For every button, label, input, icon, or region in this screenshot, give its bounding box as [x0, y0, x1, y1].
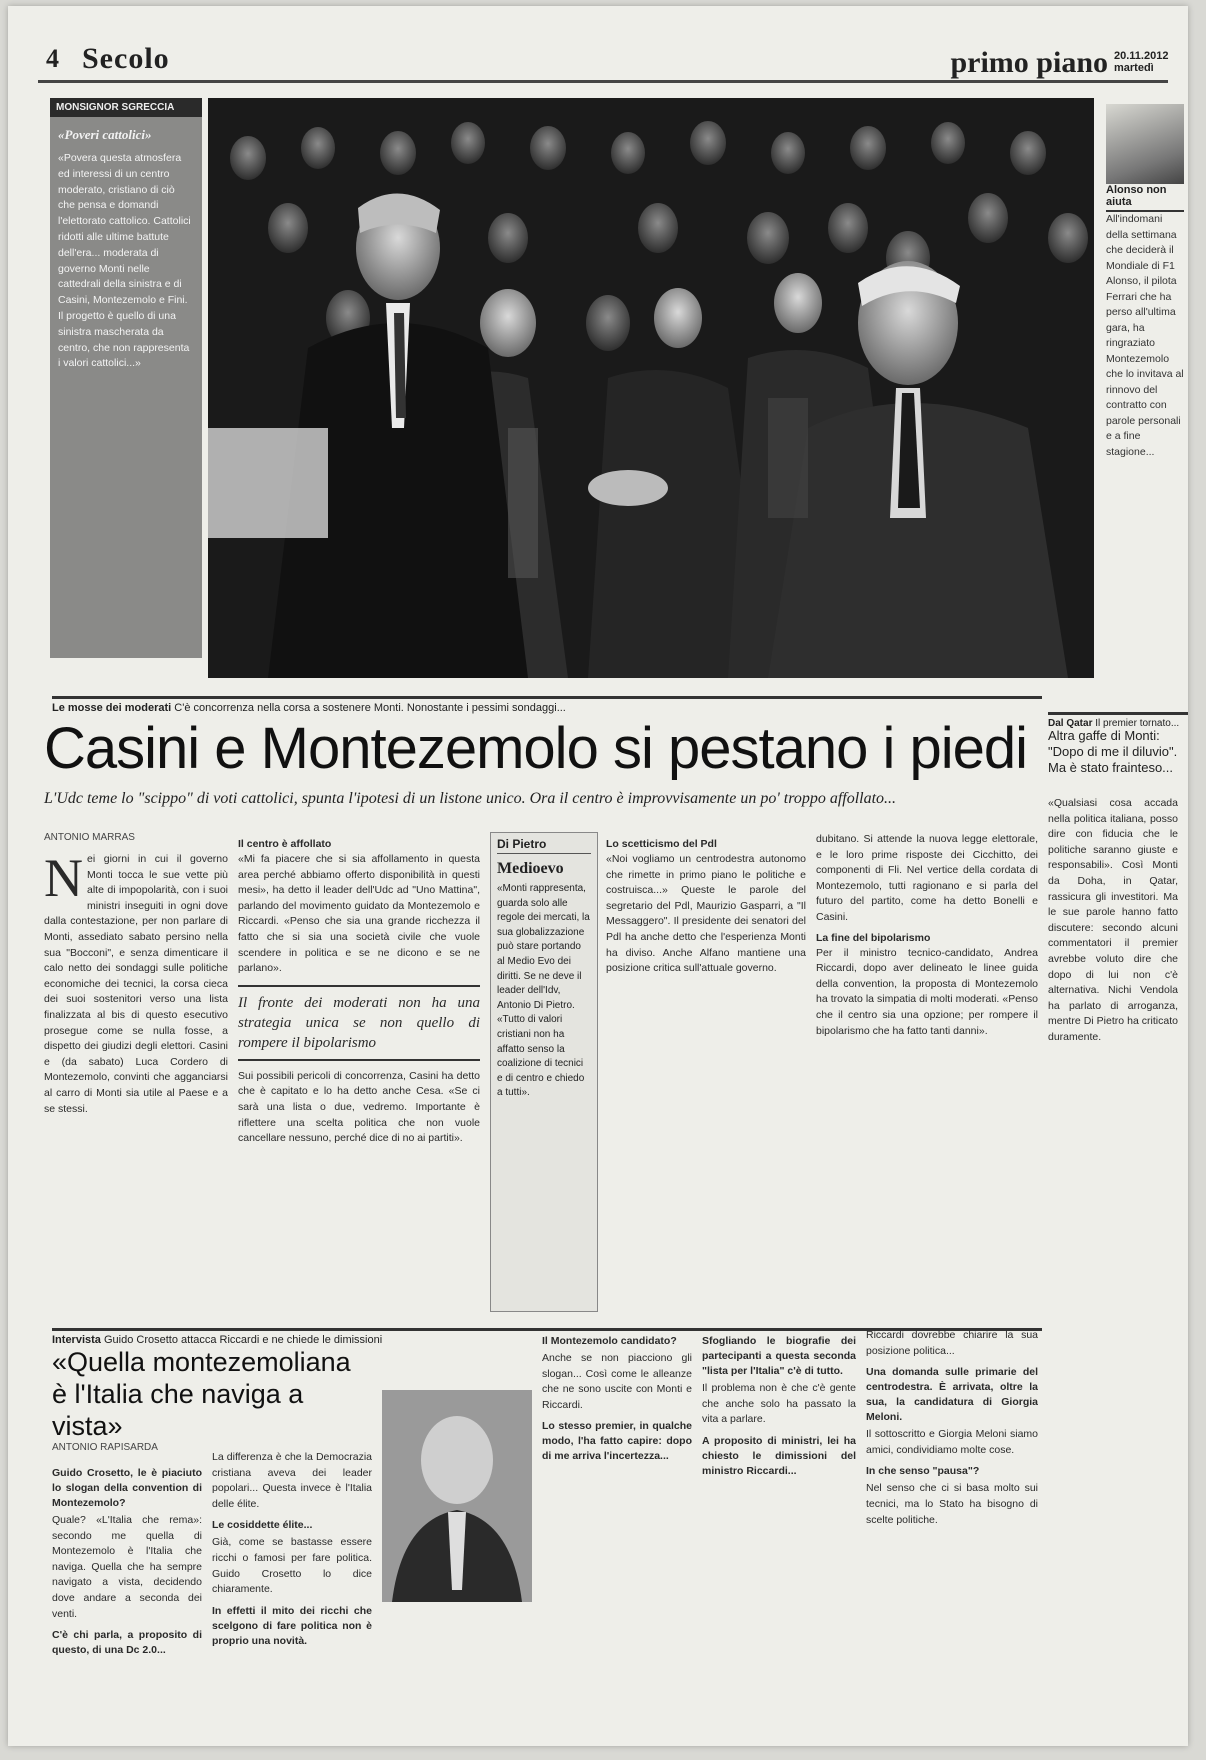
- article-byline: ANTONIO MARRAS: [44, 832, 135, 843]
- sidebar-body: «Povera questa atmosfera ed interessi di un centro moderato, cristiano di ciò che pensa e domandi l'elettorato cattolico. Cattolici ridotti alle ultime battute dell'era... moderata di governo Monti nelle cattedrali della sinistra e di Casini, Montezemolo e Fini. Il progetto è quello di una sinistra mascherata da centro, che non rappresenta i valori cattolici...»: [58, 152, 191, 370]
- interview-kicker-label: Intervista: [52, 1334, 101, 1346]
- interview-question-1: Guido Crosetto, le è piaciuto lo slogan della convention di Montezemolo?: [52, 1467, 202, 1509]
- sidebar-kicker: MONSIGNOR SGRECCIA: [50, 98, 202, 117]
- interview-question-4: In effetti il mito dei ricchi che scelgono di fare politica non è proprio una novità.: [212, 1604, 372, 1647]
- interview-question-10: In che senso "pausa"?: [866, 1465, 980, 1478]
- drop-cap: N: [44, 852, 83, 908]
- sidebar-title: «Poveri cattolici»: [58, 127, 152, 142]
- interview-portrait-photo: [382, 1390, 532, 1602]
- newspaper-name: Secolo: [82, 42, 170, 75]
- section-title: primo piano: [950, 46, 1108, 79]
- page-number: 4: [46, 44, 59, 73]
- article-column-2b-text: Sui possibili pericoli di concorrenza, Casini ha detto che è capitato e lo ha detto anche Cesa. «Se ci sarà una lista o due, vedremo. Importante è riflettere una scelta politica che non vuole cancellare nessuno, perché dice di no ai partiti».: [238, 1069, 480, 1145]
- sidebar-box: [50, 98, 202, 658]
- interview-column-2b-text: Già, come se bastasse essere ricchi o famosi per fare politica. Guido Crosetto lo dice chiaramente.: [212, 1536, 372, 1596]
- interview-answer-1: Quale? «L'Italia che rema»: secondo me quella di Montezemolo è l'Italia che naviga. Quella che ha sempre navigato a vista, decidendo dove andare a seconda dei venti.: [52, 1514, 202, 1620]
- article-kicker-label: Le mosse dei moderati: [52, 702, 172, 714]
- interview-question-3: Le cosiddette élite...: [212, 1519, 313, 1532]
- interview-column-4-text: Anche se non piacciono gli slogan... Così come le alleanze che ne sono uscite con Monti e Riccardi.: [542, 1352, 692, 1411]
- article-column-2-text: «Mi fa piacere che si sia affollamento in questa area perché abbiamo offerto disponibilità in questi mesi», ha detto il leader dell'Udc ad "Uno Mattina", parlando del movimento guidato da Montezemolo e Riccardi. «Penso che sia una grande ricchezza il fatto che si sia una società civile che vuole scendere in politica e se ne dicono e se ne parlano».: [238, 853, 480, 975]
- article-column-4: [606, 832, 806, 1322]
- brief-title: Altra gaffe di Monti: "Dopo di me il diluvio". Ma è stato frainteso...: [1048, 728, 1178, 775]
- brief-kicker-text: Il premier tornato...: [1095, 718, 1180, 729]
- brief-kicker-label: Dal Qatar: [1048, 718, 1093, 729]
- newspaper-page: [8, 6, 1188, 1746]
- article-column-5: [816, 832, 1038, 1322]
- article-subhead-2: Lo scetticismo del Pdl: [606, 838, 717, 850]
- side-brief-text: All'indomani della settimana che deciderà il Mondiale di F1 Alonso, il pilota Ferrari che ha perso all'ultima gara, ha ringraziato Montezemolo che lo invitava al rinnovo del contratto con parole personali e a fine stagione...: [1106, 213, 1184, 458]
- pull-quote: Il fronte dei moderati non ha una strategia unica se non quello di rompere il bipolarismo: [238, 985, 480, 1061]
- article-subhead-3: La fine del bipolarismo: [816, 931, 931, 944]
- interview-column-5: [702, 1328, 856, 1728]
- article-subhead-1: Il centro è affollato: [238, 838, 332, 850]
- box-body: «Monti rappresenta, guarda solo alle regole dei mercati, la sua globalizzazione può stare portando al Medio Evo dei diritti. Se ne deve il leader dell'Idv, Antonio Di Pietro. «Tutto di valori cristiani non ha affatto senso la coalizione di tecnici e di centro e chiedo a tutti».: [497, 883, 590, 1099]
- article-column-1-text: ei giorni in cui il governo Monti tocca le sue vette più alte di impopolarità, con i suoi ministri inseguiti in ogni dove dalla contestazione, per non parlare di Monti, assediato sabato persino nella sua "Bocconi", e senza dimenticare il calo netto dei sondaggi sulle politiche economiche dei tecnici, la corsa cieca dei suoi sostenitori verso una lista finalizzata al bis di questo esecutivo prosegue come se nulla fosse, a dispetto dei giudizi degli elettori. Casini e (da sabato) Luca Cordero di Montezemolo, convinti che agganciarsi al carro di Monti sia utile al Paese e a se stessi.: [44, 853, 228, 1115]
- interview-column-4: [542, 1328, 692, 1728]
- interview-column-2-text: La differenza è che la Democrazia cristiana aveva dei leader popolari... Questa invece è l'Italia delle élite.: [212, 1451, 372, 1510]
- issue-date: 20.11.2012 martedì: [1114, 50, 1169, 74]
- article-standfirst: L'Udc teme lo "scippo" di voti cattolici, spunta l'ipotesi di un listone unico. Ora il centro è improvvisamente un po' troppo affollato...: [44, 790, 897, 807]
- interview-headline: «Quella montezemoliana è l'Italia che naviga a vista»: [52, 1347, 351, 1441]
- interview-column-6-text: Riccardi dovrebbe chiarire la sua posizione politica...: [866, 1329, 1038, 1357]
- main-photo: [208, 98, 1094, 678]
- interview-column-2: [212, 1450, 372, 1730]
- article-column-1: [44, 852, 228, 1322]
- interview-question-6: Lo stesso premier, in qualche modo, l'ha fatto capire: dopo di me arriva l'incertezza...: [542, 1420, 692, 1463]
- box-label: Di Pietro: [497, 833, 591, 854]
- article-kicker-text: C'è concorrenza nella corsa a sostenere Monti. Nonostante i pessimi sondaggi...: [174, 702, 566, 714]
- article-column-2: [238, 832, 480, 1322]
- dipietro-box: [490, 832, 598, 1312]
- article-column-5-text: dubitano. Si attende la nuova legge elettorale, e le loro prime risposte dei Cicchitto, dei componenti di Fli. Nel vertice della cordata di Montezemolo, tutti ragionano e si parla del futuro del partito, come ha detto Bonelli e Casini.: [816, 833, 1038, 923]
- interview-column-6b-text: Il sottoscritto e Giorgia Meloni siamo amici, condividiamo molte cose.: [866, 1428, 1038, 1456]
- article-column-4-text: «Noi vogliamo un centrodestra autonomo che rimette in primo piano le politiche e costruisca...» Queste le parole del segretario del Pdl, Maurizio Gasparri, a "Il Messaggero". Il presidente dei senatori del Pdl ha anche detto che l'esperienza Monti ha diviso. Anche Alfano mantiene una posizione critica sull'attuale governo.: [606, 853, 806, 975]
- interview-kicker-text: Guido Crosetto attacca Riccardi e ne chiede le dimissioni: [103, 1334, 383, 1346]
- interview-question-5: Il Montezemolo candidato?: [542, 1335, 677, 1347]
- article-column-5b-text: Per il ministro tecnico-candidato, Andrea Riccardi, dopo aver delineato le linee guida della convention, la proposta di Montezemolo ha trovato la simpatia di molti moderati. «Penso che il centro sia una opzione; per rompere il bipolarismo che ha fatto tanti danni».: [816, 946, 1038, 1037]
- interview-question-9: Una domanda sulle primarie del centrodestra. È arrivata, oltre la sua, la candidatura di Giorgia Meloni.: [866, 1366, 1038, 1424]
- brief-body: «Qualsiasi cosa accada nella politica italiana, posso dire con fiducia che le politiche saranno giuste e responsabili». Così Monti da Doha, in Qatar, rassicura gli investitori. Ma le sue parole hanno fatto discutere: secondo alcuni commentatori il premier avrebbe voluto dire che dopo di lui non c'è alternativa. Nichi Vendola ha parlato di arroganza, mentre Di Pietro ha criticato duramente.: [1048, 797, 1178, 1043]
- crowd-photo-illustration: [208, 98, 1094, 678]
- brief-kicker: [1048, 712, 1188, 729]
- interview-question-8: A proposito di ministri, lei ha chiesto le dimissioni del ministro Riccardi...: [702, 1434, 856, 1477]
- box-title: Medioevo: [497, 860, 564, 877]
- interview-column-5-text: Il problema non è che c'è gente che anche solo ha passato la vita a parlare.: [702, 1382, 856, 1426]
- interview-column-6c-text: Nel senso che ci si basa molto sui tecnici, ma lo Stato ha bisogno di scelte politiche.: [866, 1482, 1038, 1526]
- article-headline: Casini e Montezemolo si pestano i piedi: [44, 716, 1027, 781]
- thumbnail-caption: Alonso non aiuta: [1106, 184, 1184, 212]
- interview-question-2: C'è chi parla, a proposito di questo, di una Dc 2.0...: [52, 1629, 202, 1657]
- interview-byline: ANTONIO RAPISARDA: [52, 1442, 158, 1453]
- page-header: [38, 36, 1168, 83]
- thumbnail-photo: [1106, 104, 1184, 184]
- interview-column-1: [52, 1460, 202, 1730]
- interview-question-7: Sfogliando le biografie dei partecipanti a questa seconda "lista per l'Italia" c'è di tutto.: [702, 1335, 856, 1377]
- interview-column-6: [866, 1328, 1038, 1728]
- article-kicker: [52, 696, 1042, 714]
- portrait-illustration: [382, 1390, 532, 1602]
